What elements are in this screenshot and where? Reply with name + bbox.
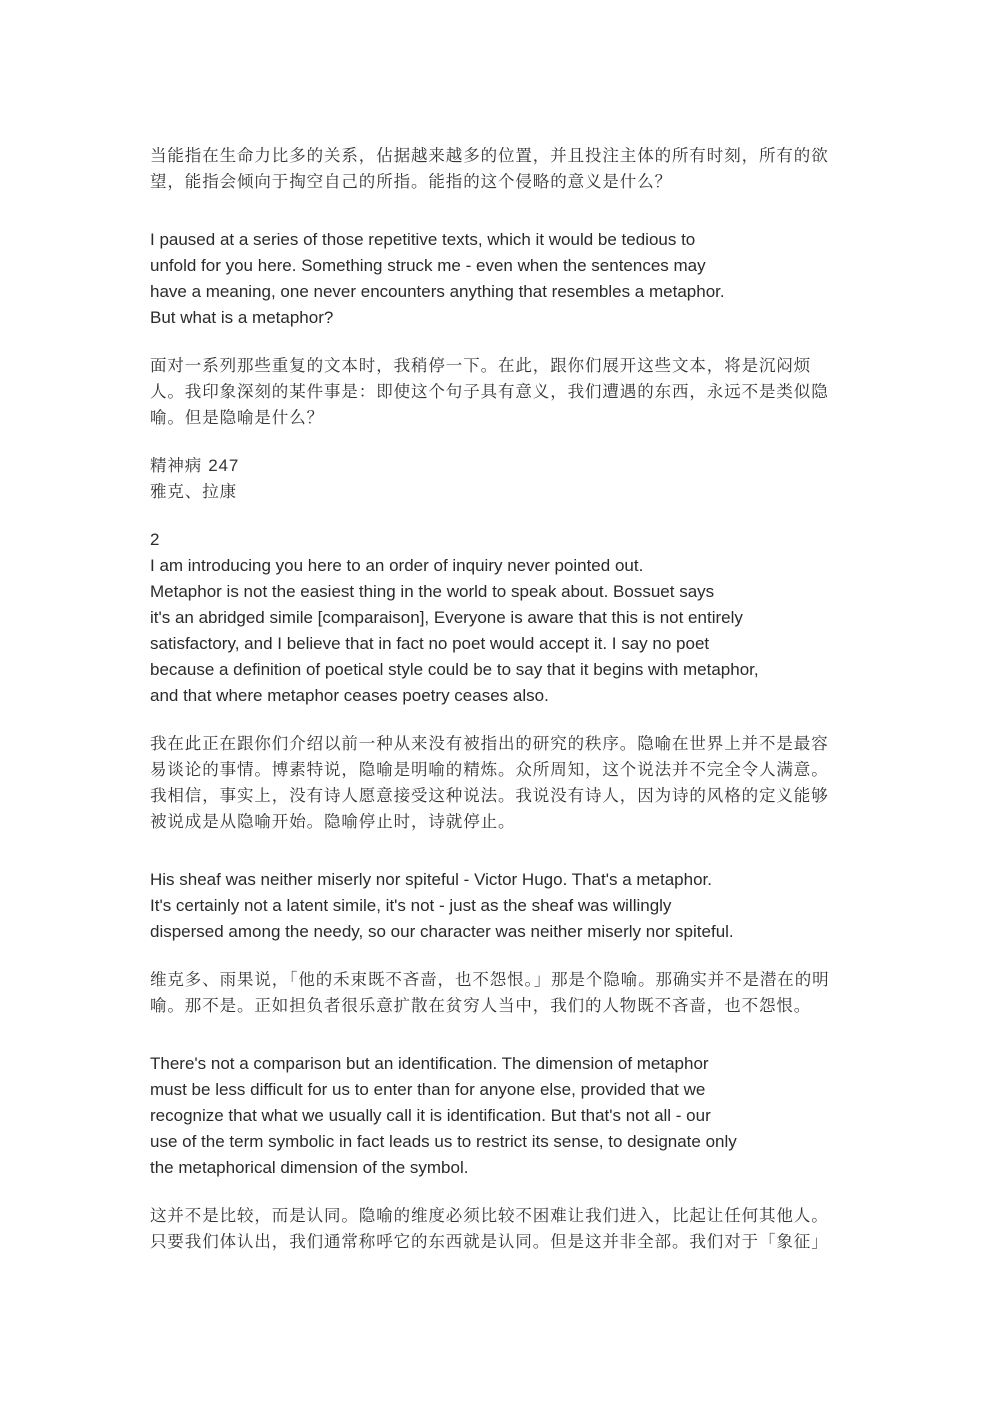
paragraph-en-1 <box>150 227 850 331</box>
paragraph-en-3 <box>150 867 850 945</box>
text-line: 我相信，事实上，没有诗人愿意接受这种说法。我说没有诗人，因为诗的风格的定义能够 <box>150 786 829 805</box>
text-line: 维克多、雨果说，「他的禾束既不吝啬，也不怨恨。」那是个隐喻。那确实并不是潜在的明 <box>150 970 830 989</box>
text-line: I am introducing you here to an order of inquiry never pointed out. <box>150 556 644 575</box>
text-line: But what is a metaphor? <box>150 308 334 327</box>
text-line: His sheaf was neither miserly nor spiteful - Victor Hugo. That's a metaphor. <box>150 870 712 889</box>
author-name: 雅克、拉康 <box>150 482 237 501</box>
text-line: 人。我印象深刻的某件事是：即使这个句子具有意义，我们遭遇的东西，永远不是类似隐 <box>150 382 829 401</box>
text-line: 只要我们体认出，我们通常称呼它的东西就是认同。但是这并非全部。我们对于「象征」 <box>150 1232 829 1251</box>
text-line: Metaphor is not the easiest thing in the world to speak about. Bossuet says <box>150 582 715 601</box>
text-line: 被说成是从隐喻开始。隐喻停止时，诗就停止。 <box>150 812 516 831</box>
page-reference <box>150 453 850 505</box>
document-page <box>150 143 850 1255</box>
text-line: 喻。那不是。正如担负者很乐意扩散在贫穷人当中，我们的人物既不吝啬，也不怨恨。 <box>150 996 812 1015</box>
paragraph-zh-1 <box>150 143 850 195</box>
text-line: unfold for you here. Something struck me - even when the sentences may <box>150 256 706 275</box>
page-number: 247 <box>208 456 240 475</box>
text-line: 易谈论的事情。博素特说，隐喻是明喻的精炼。众所周知，这个说法并不完全令人满意。 <box>150 760 829 779</box>
text-line: the metaphorical dimension of the symbol. <box>150 1158 469 1177</box>
text-line: 面对一系列那些重复的文本时，我稍停一下。在此，跟你们展开这些文本，将是沉闷烦 <box>150 356 812 375</box>
paragraph-zh-2 <box>150 353 850 431</box>
text-line: must be less difficult for us to enter than for anyone else, provided that we <box>150 1080 706 1099</box>
text-line: dispersed among the needy, so our character was neither miserly nor spiteful. <box>150 922 734 941</box>
paragraph-zh-3 <box>150 731 850 835</box>
text-line: 喻。但是隐喻是什么？ <box>150 408 324 427</box>
book-title: 精神病 <box>150 456 203 475</box>
text-line: 我在此正在跟你们介绍以前一种从来没有被指出的研究的秩序。隐喻在世界上并不是最容 <box>150 734 829 753</box>
paragraph-en-2 <box>150 553 850 709</box>
text-line: use of the term symbolic in fact leads us to restrict its sense, to designate only <box>150 1132 737 1151</box>
text-line: 这并不是比较，而是认同。隐喻的维度必须比较不困难让我们进入，比起让任何其他人。 <box>150 1206 829 1225</box>
text-line: 望，能指会倾向于掏空自己的所指。能指的这个侵略的意义是什么？ <box>150 172 672 191</box>
text-line: because a definition of poetical style could be to say that it begins with metaphor, <box>150 660 759 679</box>
paragraph-zh-5 <box>150 1203 850 1255</box>
text-line: It's certainly not a latent simile, it's not - just as the sheaf was willingly <box>150 896 672 915</box>
text-line: 当能指在生命力比多的关系，佔据越来越多的位置，并且投注主体的所有时刻，所有的欲 <box>150 146 829 165</box>
text-line: it's an abridged simile [comparaison], Everyone is aware that this is not entirely <box>150 608 743 627</box>
text-line: have a meaning, one never encounters anything that resembles a metaphor. <box>150 282 725 301</box>
paragraph-zh-4 <box>150 967 850 1019</box>
section-number: 2 <box>150 530 160 549</box>
text-line: There's not a comparison but an identification. The dimension of metaphor <box>150 1054 709 1073</box>
text-line: and that where metaphor ceases poetry ceases also. <box>150 686 549 705</box>
text-line: recognize that what we usually call it is identification. But that's not all - our <box>150 1106 711 1125</box>
text-line: I paused at a series of those repetitive texts, which it would be tedious to <box>150 230 696 249</box>
paragraph-en-4 <box>150 1051 850 1181</box>
text-line: satisfactory, and I believe that in fact no poet would accept it. I say no poet <box>150 634 710 653</box>
